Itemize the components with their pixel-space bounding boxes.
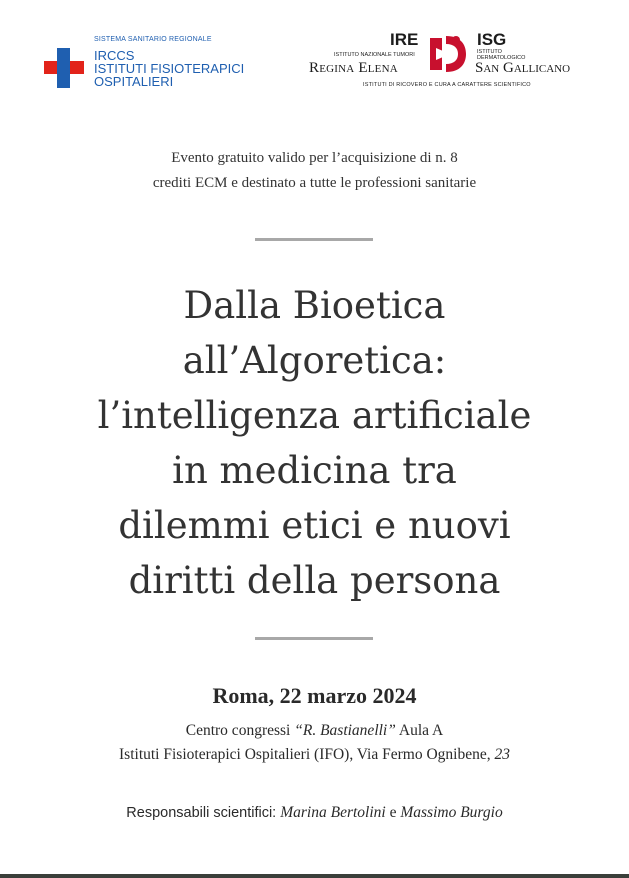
scientific-leads	[0, 804, 629, 822]
event-info	[0, 146, 629, 196]
cross-logo-icon	[44, 48, 84, 88]
ifo-logo	[44, 36, 264, 88]
title-line-3: l’intelligenza artificiale	[97, 394, 532, 437]
title-line-5: dilemmi etici e nuovi	[118, 504, 511, 547]
logo-line-2: ISTITUTI FISIOTERAPICI	[94, 61, 245, 76]
resp-conj: e	[385, 804, 401, 821]
venue-name: “R. Bastianelli”	[294, 722, 396, 739]
title-line-1: Dalla Bioetica	[183, 284, 446, 327]
footer-bar	[0, 874, 629, 878]
intro-line-1: Evento gratuito valido per l’acquisizione di n. 8	[171, 150, 458, 166]
title-line-2: all’Algoretica:	[182, 339, 447, 382]
address-main: Istituti Fisioterapici Ospitalieri (IFO), Via Fermo Ognibene,	[119, 746, 495, 763]
ire-subtitle: ISTITUTO NAZIONALE TUMORI	[334, 52, 415, 58]
logo-small-text: SISTEMA SANITARIO REGIONALE	[94, 36, 212, 43]
ire-isg-logo	[306, 30, 590, 92]
title-line-4: in medicina tra	[172, 449, 457, 492]
venue-suffix: Aula A	[395, 722, 444, 739]
event-title	[0, 278, 629, 608]
event-date: Roma, 22 marzo 2024	[212, 683, 417, 708]
isg-subtitle: ISTITUTO DERMATOLOGICO	[477, 49, 526, 61]
ire-label: IRE	[390, 30, 419, 49]
venue-line	[0, 719, 629, 743]
ire-name: Regina Elena	[309, 60, 398, 76]
divider-bottom	[255, 637, 373, 640]
divider-top	[255, 238, 373, 241]
logo-caption: ISTITUTI DI RICOVERO E CURA A CARATTERE SCIENTIFICO	[363, 82, 531, 88]
venue-prefix: Centro congressi	[185, 722, 295, 739]
isg-label: ISG	[477, 30, 507, 49]
title-line-6: diritti della persona	[128, 559, 501, 602]
resp-label: Responsabili scientifici:	[126, 805, 281, 821]
intro-line-2: crediti ECM e destinato a tutte le professioni sanitarie	[152, 175, 477, 191]
isg-name: San Gallicano	[475, 60, 571, 76]
logo-line-1: IRCCS	[94, 48, 135, 63]
resp-name-1: Marina Bertolini	[280, 804, 386, 821]
address-number: 23	[494, 746, 510, 763]
event-venue	[0, 719, 629, 767]
logo-line-3: OSPITALIERI	[94, 74, 174, 89]
address-line	[0, 743, 629, 767]
ifo-emblem-icon	[426, 32, 470, 76]
resp-name-2: Massimo Burgio	[400, 804, 503, 821]
